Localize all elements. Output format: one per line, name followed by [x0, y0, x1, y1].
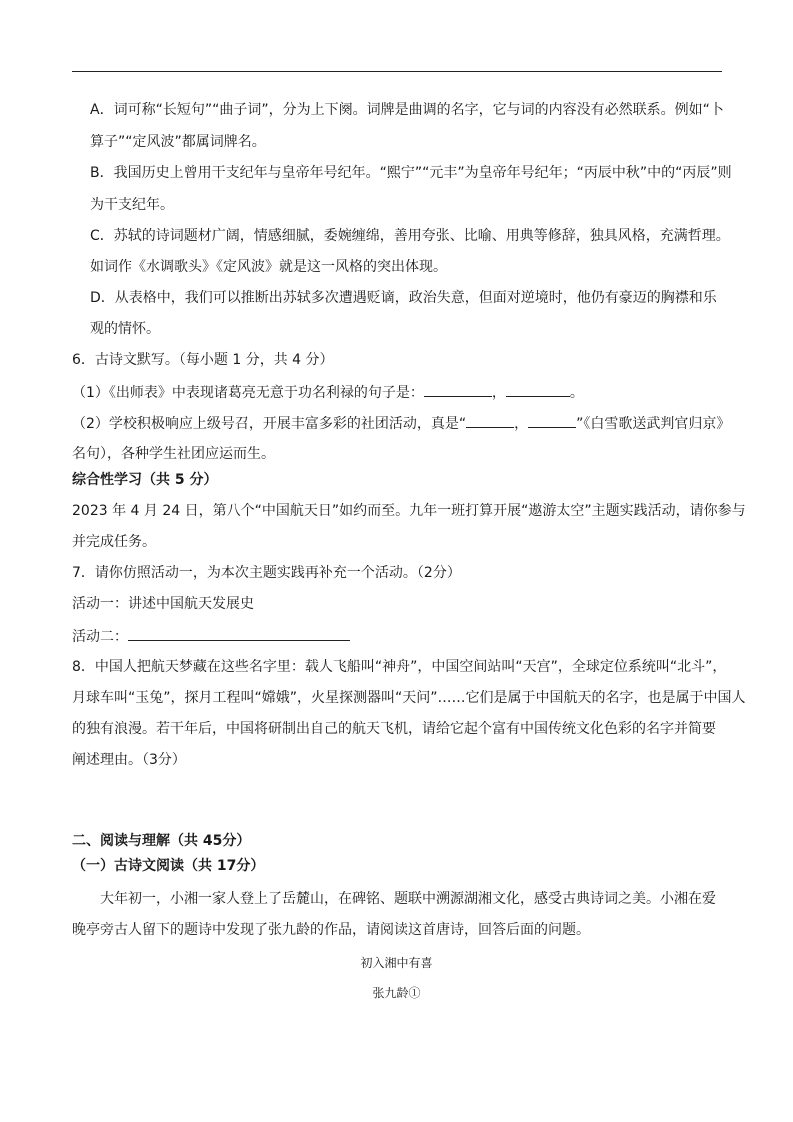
poem-title: 初入湘中有喜: [360, 956, 433, 970]
reading-intro-line1: 大年初一，小湘一家人登上了岳麓山，在碑铭、题联中溯源湖湘文化，感受古典诗词之美。小湘在爱: [100, 891, 716, 907]
header-rule: [72, 71, 722, 72]
option-a-line1: A．词可称“长短句”“曲子词”，分为上下阕。词牌是曲调的名字，它与词的内容没有必然联系。例如“卜: [90, 102, 724, 118]
answer-blank-1[interactable]: [424, 382, 492, 397]
reading-intro-line2: 晚亭旁古人留下的题诗中发现了张九龄的作品，请阅读这首唐诗，回答后面的问题。: [72, 922, 590, 938]
answer-blank-3[interactable]: [466, 413, 514, 428]
option-b-line2: 为干支纪年。: [90, 197, 174, 213]
option-d-line1: D．从表格中，我们可以推断出苏轼多次遭遇贬谪，政治失意，但面对逆境时，他仍有豪迈的胸襟和乐: [90, 290, 717, 306]
q6-sub2-sep: ，: [514, 416, 529, 432]
q6-sub1-sep: ，: [491, 385, 506, 401]
q7-activity2-label: 活动二：: [72, 629, 128, 645]
option-a-line2: 算子”“定风波”都属词牌名。: [90, 134, 266, 150]
option-c-line1: C．苏轼的诗词题材广阔，情感细腻，委婉缠绵，善用夸张、比喻、用典等修辞，独具风格，充满哲理。: [90, 228, 730, 244]
q8-line4: 阐述理由。（3分）: [72, 752, 186, 768]
option-d-line2: 观的情怀。: [90, 321, 160, 337]
option-b-line1: B．我国历史上曾用干支纪年与皇帝年号纪年。“熙宁”“元丰”为皇帝年号纪年；“丙辰中秋”中的“丙辰”则: [90, 165, 732, 181]
answer-blank-2[interactable]: [506, 382, 570, 397]
activity2-answer-blank[interactable]: [128, 626, 350, 641]
option-c-line2: 如词作《水调歌头》《定风波》就是这一风格的突出体现。: [90, 259, 447, 275]
section-reading-subtitle: （一）古诗文阅读（共 17分）: [72, 858, 265, 874]
q6-sub2-line2: 名句），各种学生社团应运而生。: [72, 446, 275, 462]
q7-activity2: [72, 626, 350, 647]
q6-sub1: [72, 382, 584, 403]
section-comprehensive-title: 综合性学习（共 5 分）: [72, 472, 218, 488]
q6-sub1-end: 。: [569, 385, 584, 401]
q8-line3: 的独有浪漫。若干年后，中国将研制出自己的航天飞机，请给它起个富有中国传统文化色彩的名字并简要: [72, 721, 716, 737]
q6-sub2-prefix: （2）学校积极响应上级号召，开展丰富多彩的社团活动，真是“: [72, 416, 467, 432]
poem-author: 张九龄①: [372, 986, 421, 1000]
q8-line1: 8．中国人把航天梦藏在这些名字里：载人飞船叫“神舟”，中国空间站叫“天宫”，全球定位系统叫“北斗”，: [72, 659, 727, 675]
q6-sub2: [72, 413, 730, 434]
comprehensive-intro-line1: 2023 年 4 月 24 日，第八个“中国航天日”如约而至。九年一班打算开展“遨游太空”主题实践活动，请你参与: [72, 503, 746, 519]
q7-activity1: 活动一：讲述中国航天发展史: [72, 596, 254, 612]
section-reading-title: 二、阅读与理解（共 45分）: [72, 833, 251, 849]
q8-line2: 月球车叫“玉兔”，探月工程叫“嫦娥”，火星探测器叫“天问”……它们是属于中国航天的名字，也是属于中国人: [72, 690, 746, 706]
q6-sub2-suffix: ”《白雪歌送武判官归京》: [576, 416, 731, 432]
q6-title: 6．古诗文默写。（每小题 1 分，共 4 分）: [72, 352, 334, 368]
answer-blank-4[interactable]: [528, 413, 576, 428]
q6-sub1-prefix: （1）《出师表》中表现诸葛亮无意于功名利禄的句子是：: [72, 385, 424, 401]
q7-title: 7．请你仿照活动一，为本次主题实践再补充一个活动。（2分）: [72, 565, 461, 581]
comprehensive-intro-line2: 并完成任务。: [72, 534, 156, 550]
